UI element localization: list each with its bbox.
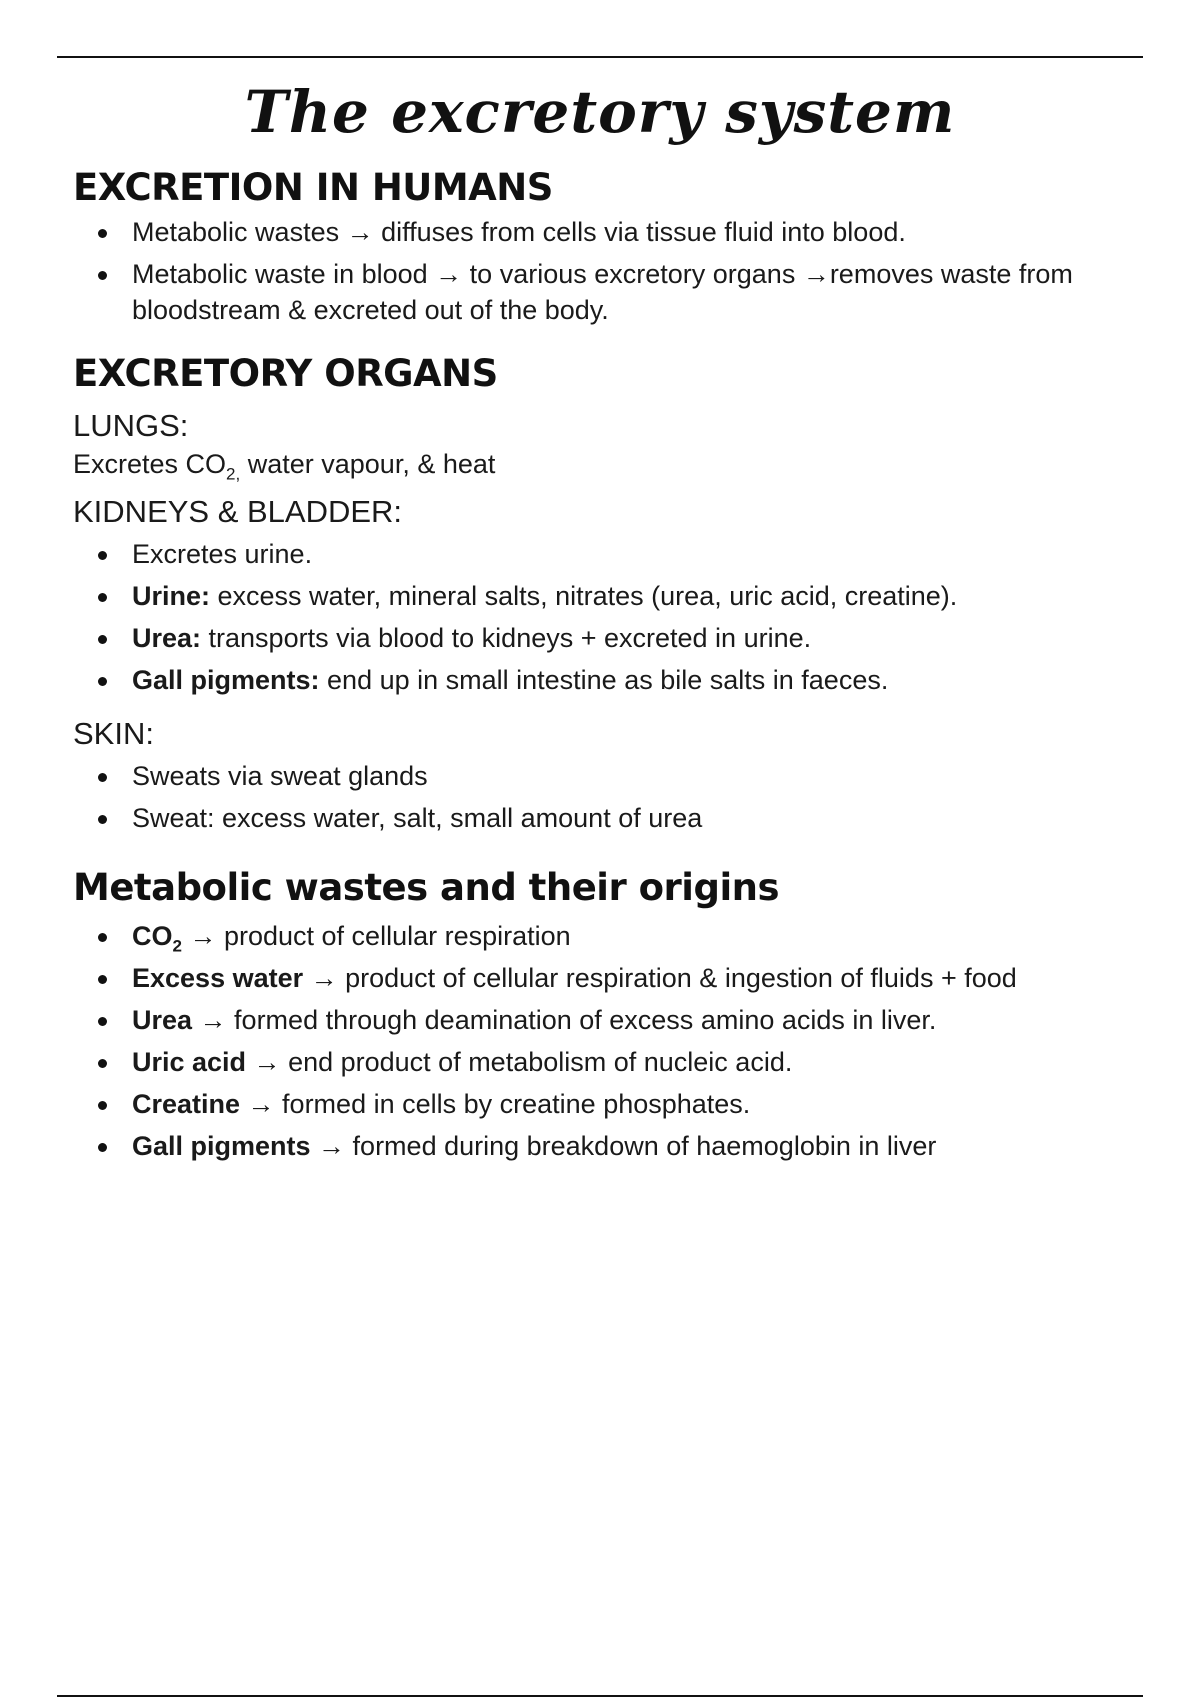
bullet-icon [98, 1059, 107, 1068]
subheading-kidneys-bladder: KIDNEYS & BLADDER: [73, 494, 403, 529]
list-item: Urea → formed through deamination of excess amino acids in liver. [73, 1002, 1133, 1038]
bullet-icon [98, 677, 107, 686]
subheading-skin: SKIN: [73, 716, 154, 751]
bullet-icon [98, 1143, 107, 1152]
bullet-icon [98, 593, 107, 602]
bullet-icon [98, 551, 107, 560]
list-item: Urine: excess water, mineral salts, nitrates (urea, uric acid, creatine). [73, 578, 1133, 614]
list-item: Gall pigments: end up in small intestine as bile salts in faeces. [73, 662, 1133, 698]
document-body [73, 166, 1133, 1170]
bullet-icon [98, 635, 107, 644]
list-item: Excess water → product of cellular respiration & ingestion of fluids + food [73, 960, 1133, 996]
top-rule [57, 56, 1143, 58]
bullet-icon [98, 229, 107, 238]
heading-excretion-in-humans: EXCRETION IN HUMANS [73, 166, 553, 209]
page-title: The excretory system [244, 78, 956, 146]
bullet-icon [98, 271, 107, 280]
list-item: Gall pigments → formed during breakdown of haemoglobin in liver [73, 1128, 1133, 1164]
bottom-rule [57, 1695, 1143, 1697]
list-item: Sweats via sweat glands [73, 758, 1133, 794]
heading-excretory-organs: EXCRETORY ORGANS [73, 352, 498, 395]
list-item: Metabolic wastes → diffuses from cells via tissue fluid into blood. [73, 214, 1133, 250]
list-item: Urea: transports via blood to kidneys + excreted in urine. [73, 620, 1133, 656]
bullet-icon [98, 815, 107, 824]
list-item: Metabolic waste in blood → to various excretory organs →removes waste from bloodstream & excreted out of the body. [73, 256, 1133, 328]
subheading-lungs: LUNGS: [73, 408, 189, 443]
bullet-icon [98, 1101, 107, 1110]
bullet-icon [98, 773, 107, 782]
kidneys-list [73, 536, 1133, 698]
list-item: $CO_2$ → product of cellular respiration [73, 918, 1133, 954]
heading-metabolic-wastes: Metabolic wastes and their origins [73, 866, 779, 909]
wastes-list [73, 918, 1133, 1164]
list-item: Uric acid → end product of metabolism of nucleic acid. [73, 1044, 1133, 1080]
bullet-icon [98, 975, 107, 984]
list-item: Creatine → formed in cells by creatine phosphates. [73, 1086, 1133, 1122]
bullet-icon [98, 1017, 107, 1026]
list-item: Excretes urine. [73, 536, 1133, 572]
bullet-icon [98, 933, 107, 942]
lungs-text: Excretes $CO_{2,}$ water vapour, & heat [73, 449, 496, 484]
list-item: Sweat: excess water, salt, small amount of urea [73, 800, 1133, 836]
skin-list [73, 758, 1133, 836]
excretion-list [73, 214, 1133, 328]
